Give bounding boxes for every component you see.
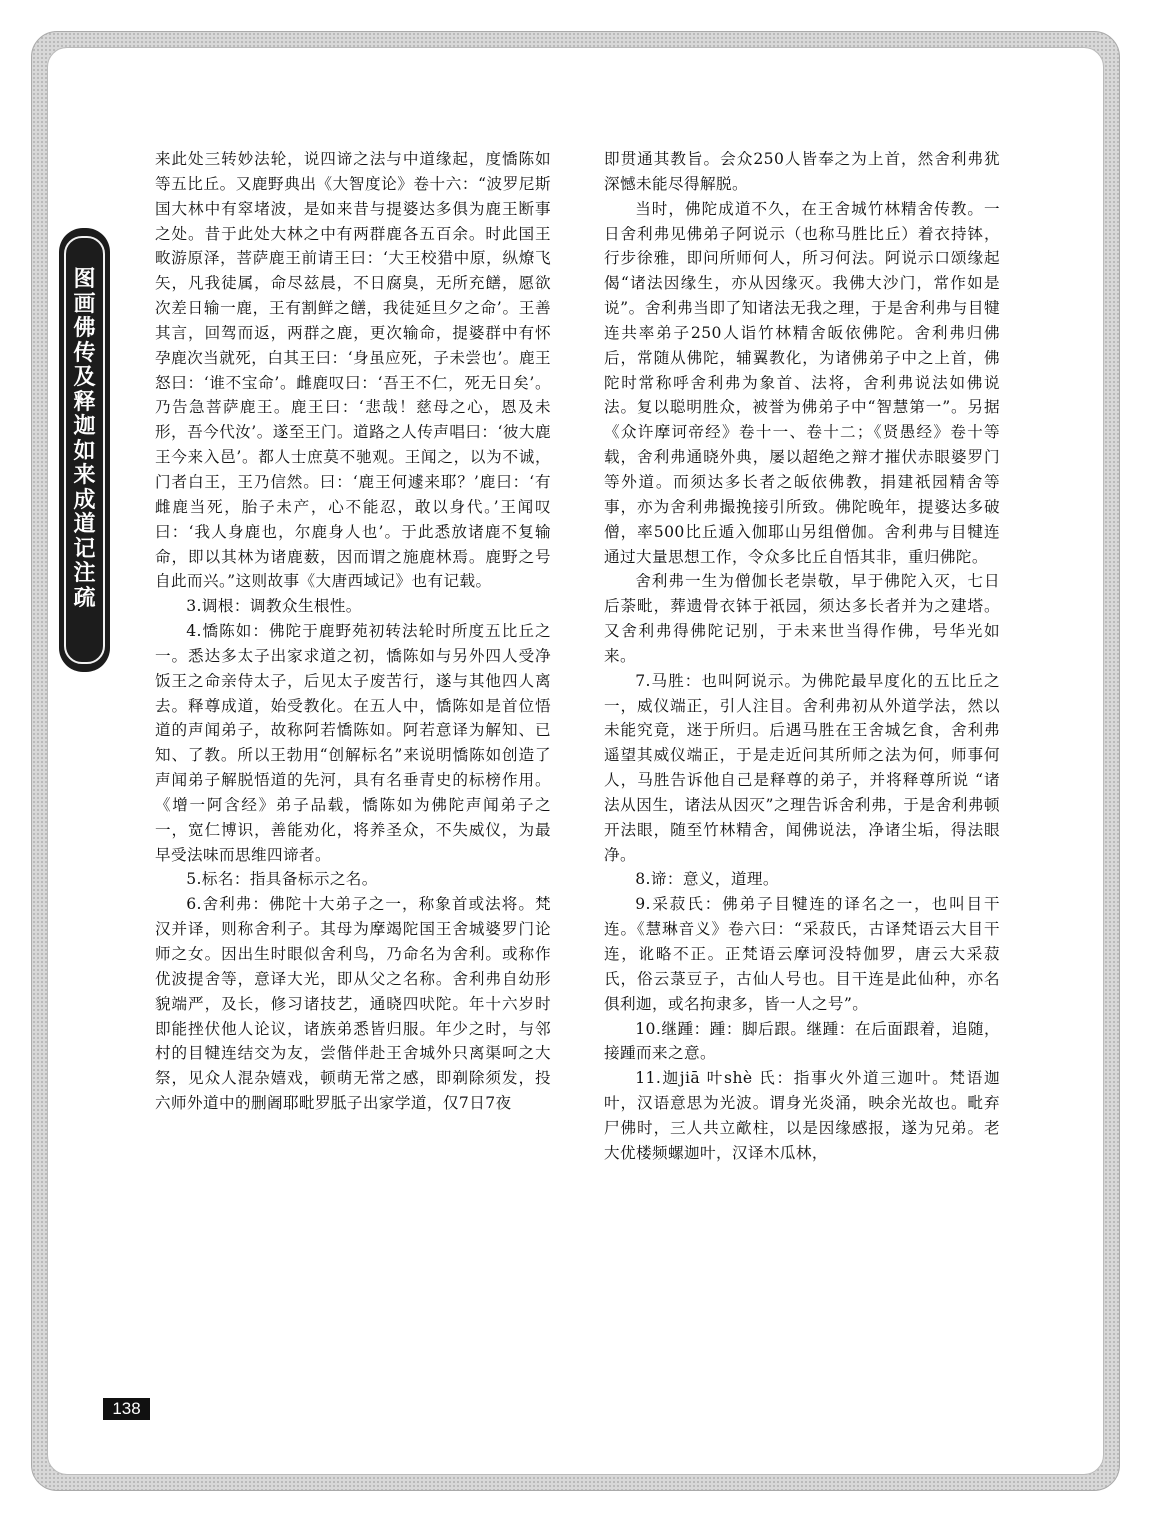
book-title-char: 佛 bbox=[73, 316, 96, 341]
book-title-char: 释 bbox=[73, 389, 96, 415]
paragraph: 3.调根：调教众生根性。 bbox=[186, 597, 362, 616]
page-number: 138 bbox=[103, 1398, 150, 1420]
book-title-char: 疏 bbox=[73, 585, 96, 611]
paragraph: 即贯通其教旨。会众250人皆奉之为上首，然舍利弗犹深憾未能尽得解脱。 bbox=[604, 150, 1000, 193]
paragraph: 6.舍利弗：佛陀十大弟子之一，称象首或法将。梵汉并译，则称舍利子。其母为摩竭陀国王舍城婆罗门论师之女。因出生时眼似舍利鸟，乃命名为舍利。或称作优波提舍等，意译大光，即从父之名称。舍利弗自幼形貌端严，及长，修习诸技艺，通晓四吠陀。年十六岁时即能挫伏他人论议，诸族弟悉皆归服。年少之时，与邻村的目犍连结交为友，尝偕伴赴王舍城外只离渠呵之大祭，见众人混杂嬉戏，顿萌无常之感，即剃除须发，投六师外道中的删阇耶毗罗胝子出家学道，仅7日7夜 bbox=[155, 895, 551, 1113]
paragraph: 8.谛：意义，道理。 bbox=[635, 870, 779, 889]
paragraph: 10.继踵：踵：脚后跟。继踵：在后面跟着，追随，接踵而来之意。 bbox=[604, 1019, 1000, 1063]
book-title-char: 迦 bbox=[73, 414, 96, 439]
book-title-char: 如 bbox=[73, 438, 96, 464]
book-title-char: 注 bbox=[73, 561, 96, 586]
book-title-char: 道 bbox=[73, 512, 96, 537]
paragraph: 舍利弗一生为僧伽长老崇敬，早于佛陀入灭，七日后荼毗，葬遗骨衣钵于祇园，须达多长者并为之建塔。又舍利弗得佛陀记别，于未来世当得作佛，号华光如来。 bbox=[604, 572, 1000, 665]
book-title bbox=[64, 268, 105, 611]
paragraph: 当时，佛陀成道不久，在王舍城竹林精舍传教。一日舍利弗见佛弟子阿说示（也称马胜比丘）着衣持钵，行步徐雅，即问所师何人，所习何法。阿说示口颂缘起偈“诸法因缘生，亦从因缘灭。我佛大沙门，常作如是说”。舍利弗当即了知诸法无我之理，于是舍利弗与目犍连共率弟子250人诣竹林精舍皈依佛陀。舍利弗归佛后，常随从佛陀，辅翼教化，为诸佛弟子中之上首，佛陀时常称呼舍利弗为象首、法将，舍利弗说法如佛说法。复以聪明胜众，被誉为佛弟子中“智慧第一”。另据《众许摩诃帝经》卷十一、卷十二；《贤愚经》卷十等载，舍利弗通晓外典，屡以超绝之辩才摧伏赤眼婆罗门等外道。而须达多长者之皈依佛教，捐建祇园精舍等事，亦为舍利弗撮挽接引所致。佛陀晚年，提婆达多破僧，率500比丘遁入伽耶山另组僧伽。舍利弗与目犍连通过大量思想工作，令众多比丘自悟其非，重归佛陀。 bbox=[604, 199, 1000, 566]
paragraph: 9.采菽氏：佛弟子目犍连的译名之一，也叫目干连。《慧琳音义》卷六曰：“采菽氏，古译梵语云大目干连，讹略不正。正梵语云摩诃没特伽罗，唐云大采菽氏，俗云菉豆子，古仙人号也。目干连是此仙种，亦名俱利迦，或名拘隶多，皆一人之号”。 bbox=[604, 895, 1000, 1013]
paragraph: 5.标名：指具备标示之名。 bbox=[186, 870, 378, 889]
paragraph: 7.马胜：也叫阿说示。为佛陀最早度化的五比丘之一，威仪端正，引人注目。舍利弗初从外道学法，然以未能究竟，迷于所归。后遇马胜在王舍城乞食，舍利弗遥望其威仪端正，于是走近问其所师之法为何，师事何人，马胜告诉他自己是释尊的弟子，并将释尊所说 “诸法从因生，诸法从因灭”之理告诉舍利弗，于是舍利弗顿开法眼，随至竹林精舍，闻佛说法，净诸尘垢，得法眼净。 bbox=[604, 671, 1000, 864]
book-title-char: 及 bbox=[73, 365, 96, 390]
paragraph: 11.迦jiā 叶shè 氏：指事火外道三迦叶。梵语迦叶，汉语意思为光波。谓身光炎涌，映余光故也。毗弃尸佛时，三人共立歒柱，以是因缘感报，遂为兄弟。老大优楼频螺迦叶，汉译木瓜林， bbox=[604, 1069, 1000, 1162]
book-title-char: 画 bbox=[73, 291, 96, 317]
book-title-char: 传 bbox=[73, 340, 96, 366]
book-title-char: 记 bbox=[73, 536, 96, 562]
paragraph: 4.憍陈如：佛陀于鹿野苑初转法轮时所度五比丘之一。悉达多太子出家求道之初，憍陈如与另外四人受净饭王之命亲侍太子，后见太子废苦行，遂与其他四人离去。释尊成道，始受教化。在五人中，憍陈如是首位悟道的声闻弟子，故称阿若憍陈如。阿若意译为解知、已知、了教。所以王勃用“创解标名”来说明憍陈如创造了声闻弟子解脱悟道的先河，具有名垂青史的标榜作用。《增一阿含经》弟子品载，憍陈如为佛陀声闻弟子之一，宽仁博识，善能劝化，将养圣众，不失威仪，为最早受法味而思维四谛者。 bbox=[155, 622, 551, 864]
book-title-char: 来 bbox=[73, 463, 96, 488]
book-title-char: 图 bbox=[73, 267, 96, 292]
book-title-char: 成 bbox=[73, 487, 96, 513]
paragraph: 来此处三转妙法轮，说四谛之法与中道缘起，度憍陈如等五比丘。又鹿野典出《大智度论》卷十六：“波罗尼斯国大林中有窣堵波，是如来昔与提婆达多俱为鹿王断事之处。昔于此处大林之中有两群鹿各五百余。时此国王畋游原泽，菩萨鹿王前请王曰：‘大王校猎中原，纵燎飞矢，凡我徒属，命尽兹晨，不日腐臭，无所充饍，愿欲次差日输一鹿，王有割鲜之饍，我徒延旦夕之命’。王善其言，回驾而返，两群之鹿，更次输命，提婆群中有怀孕鹿次当就死，白其王曰：‘身虽应死，子未尝也’。鹿王怒曰：‘谁不宝命’。雌鹿叹曰：‘吾王不仁，死无日矣’。乃告急菩萨鹿王。鹿王曰：‘悲哉！慈母之心，恩及未形，吾今代汝’。遂至王门。道路之人传声唱曰：‘彼大鹿王今来入邑’。都人士庶莫不驰观。王闻之，以为不诚，门者白王，王乃信然。曰：‘鹿王何遽来耶？’鹿曰：‘有雌鹿当死，胎子未产，心不能忍，敢以身代。’王闻叹曰：‘我人身鹿也，尔鹿身人也’。于此悉放诸鹿不复输命，即以其林为诸鹿薮，因而谓之施鹿林焉。鹿野之号自此而兴。”这则故事《大唐西域记》也有记载。 bbox=[155, 150, 551, 591]
right-column bbox=[604, 147, 1000, 1166]
left-column bbox=[155, 147, 551, 1116]
